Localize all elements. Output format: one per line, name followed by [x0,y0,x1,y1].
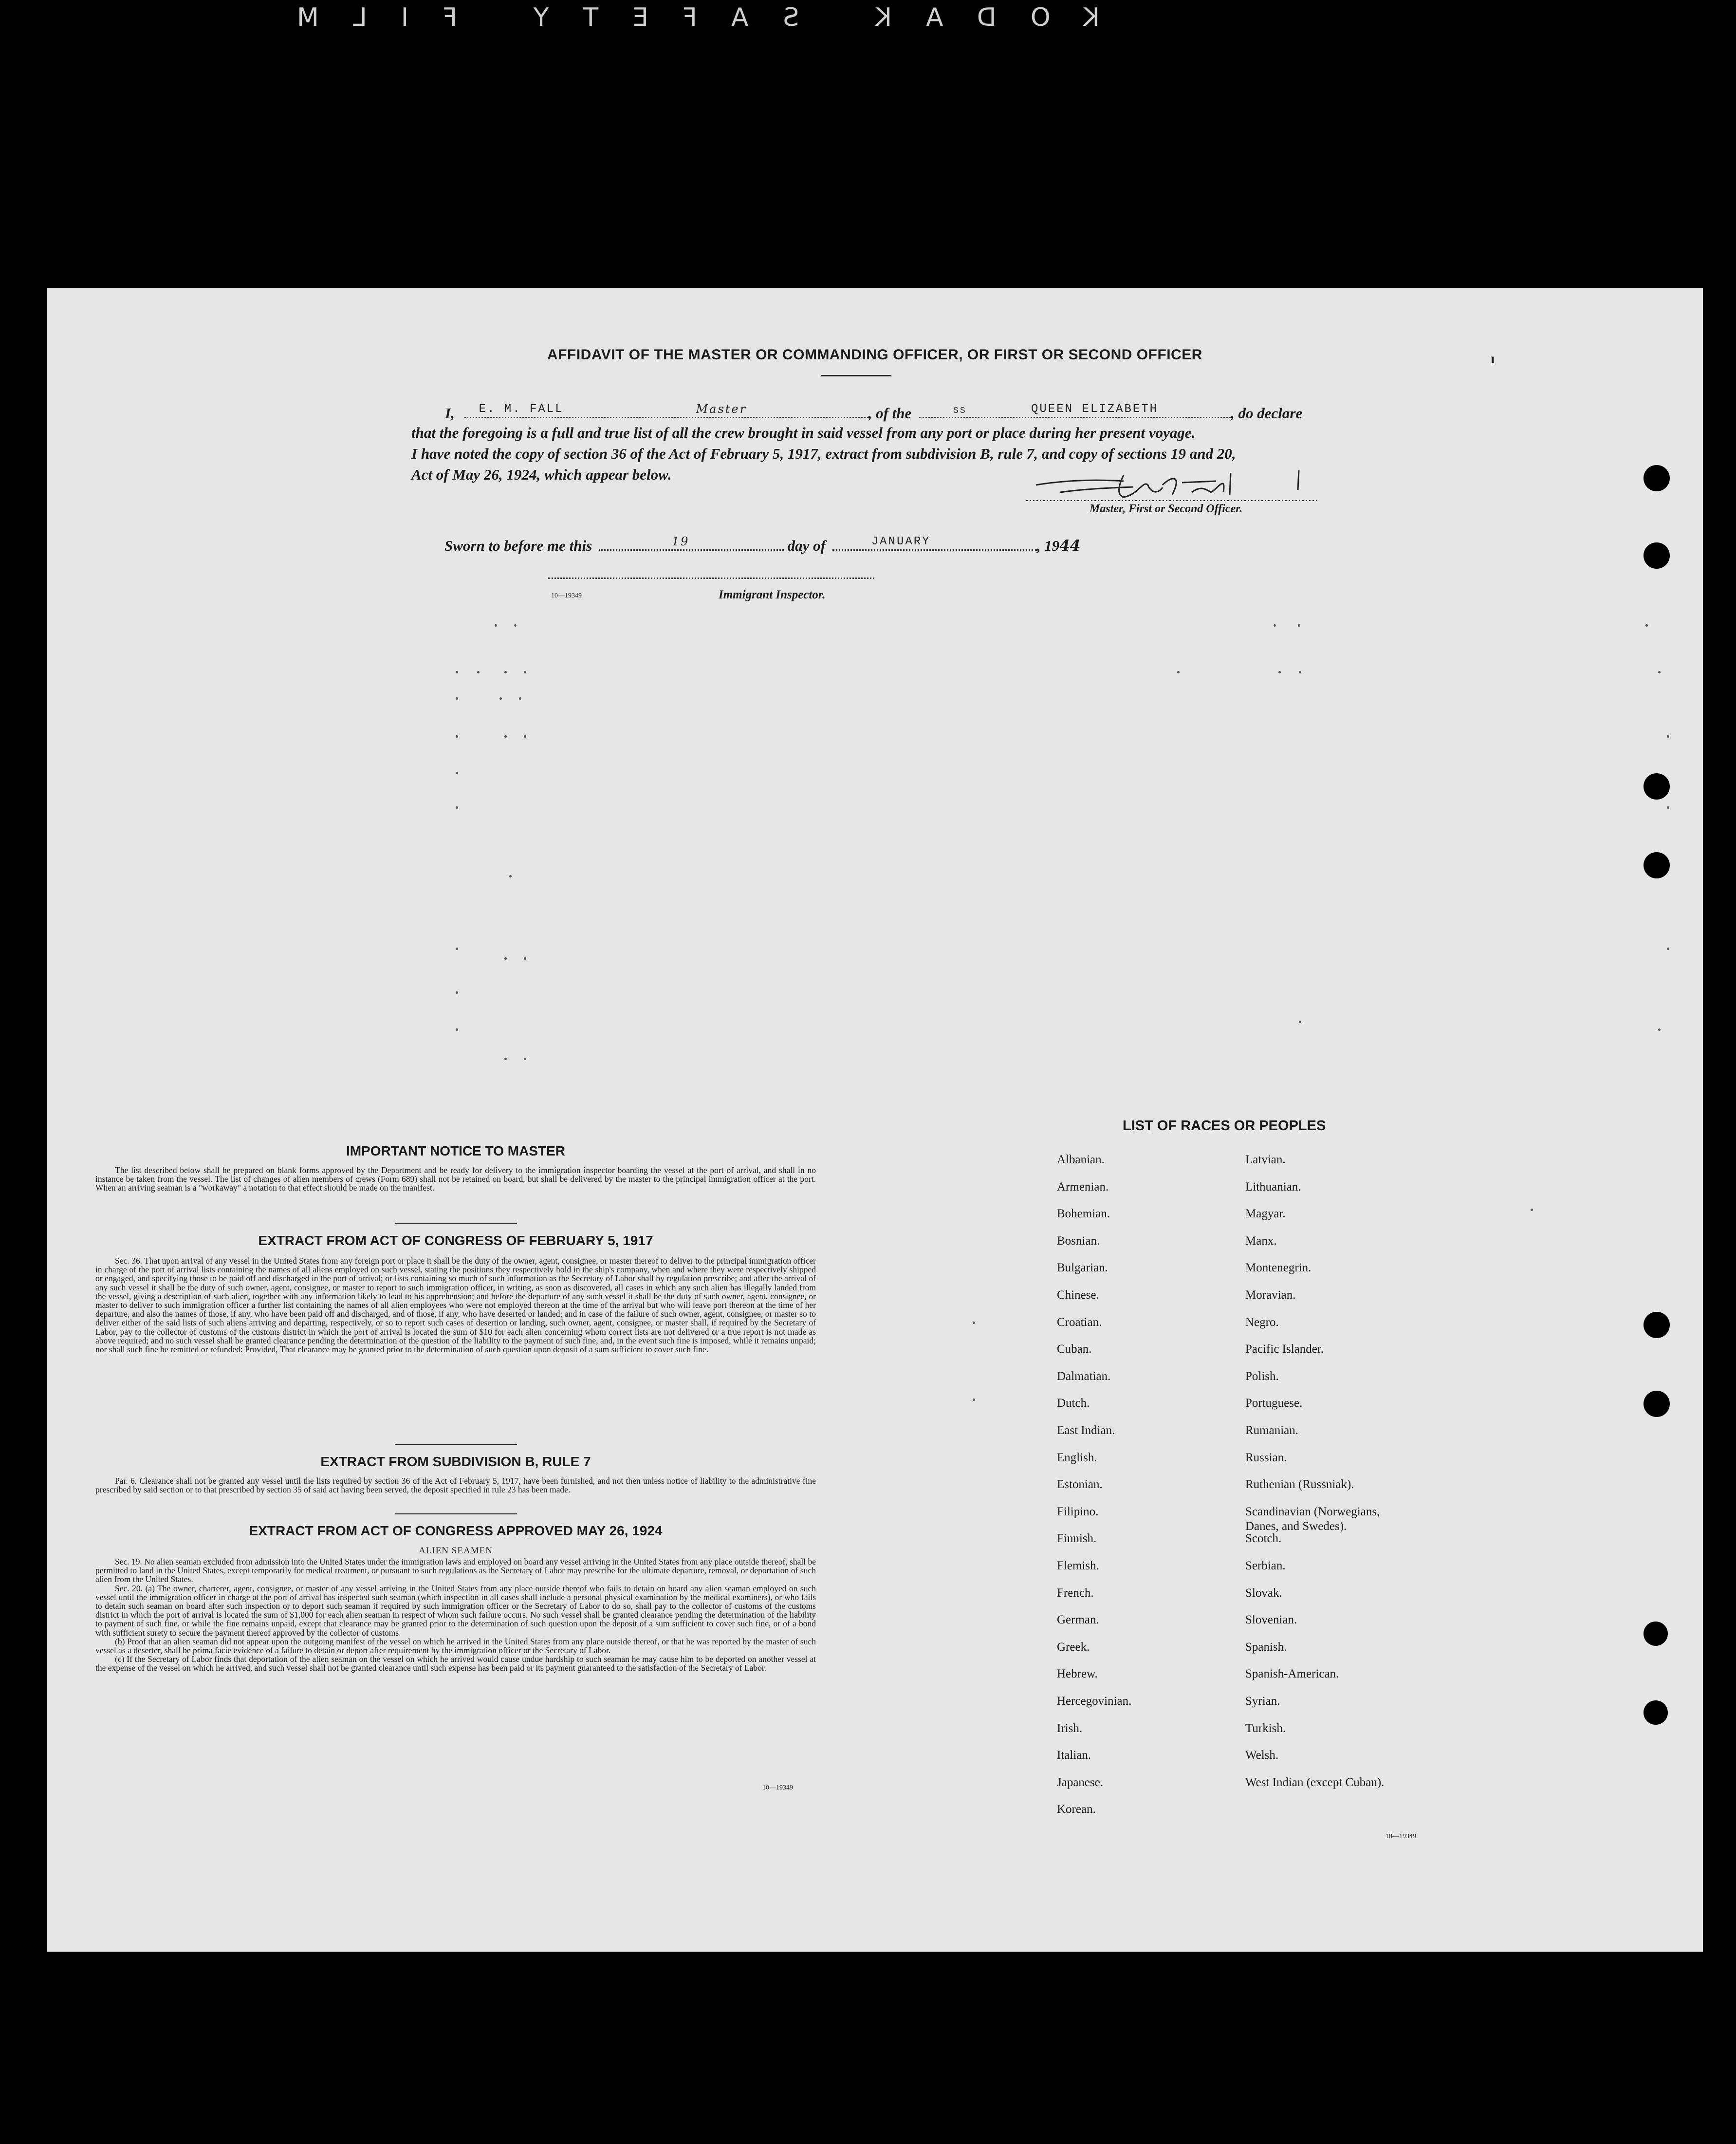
divider-2 [395,1444,517,1445]
race-item: Russian. [1245,1451,1287,1464]
vessel-value: QUEEN ELIZABETH [1031,403,1159,416]
speck [1667,948,1669,950]
speck [456,806,458,809]
race-item: Chinese. [1057,1288,1099,1302]
race-item: Dalmatian. [1057,1369,1111,1383]
race-item: Japanese. [1057,1775,1104,1789]
race-item: Italian. [1057,1749,1091,1762]
speck [524,957,526,960]
speck [477,671,480,673]
day-value: 19 [671,535,690,548]
binder-hole [1644,1700,1668,1725]
races-title: LIST OF RACES OR PEOPLES [1123,1118,1326,1134]
race-item: Greek. [1057,1640,1090,1654]
divider-1 [395,1223,517,1224]
extract3-paragraph: Sec. 19. No alien seaman excluded from admission into the United States under the immigration laws and employed on board any vessel arriving in the United States from any place outside thereof, shall be permitted to land in the United States, except temporarily for medical treatment, or pursuant to such regulations as the Secretary of Labor may prescribe for the ultimate departure, removal, or deportation of such alien from the United States. [95,1557,816,1585]
race-item: East Indian. [1057,1424,1115,1437]
speck [495,624,497,627]
speck [1274,624,1276,627]
race-item: West Indian (except Cuban). [1245,1775,1385,1789]
speck [1278,671,1281,673]
line1-suffix: , do declare [1231,405,1303,422]
notice-title: IMPORTANT NOTICE TO MASTER [346,1143,566,1158]
line1-mid: , of the [868,405,912,422]
speck [456,735,458,738]
extract3-paragraph: (c) If the Secretary of Labor finds that deportation of the alien seaman on the vessel on which he arrived would cause undue hardship to such seaman he may cause him to be deported on another vessel at the expense of the vessel on which he arrived, and such vessel shall not be granted clearance until such expense has been paid or its payment guaranteed to the satisfaction of the Secretary of Labor. [95,1654,816,1673]
binder-hole [1644,542,1670,569]
race-item: Slovenian. [1245,1613,1297,1627]
speck [524,735,526,738]
year-value: 44 [1059,537,1081,555]
extract3-title: EXTRACT FROM ACT OF CONGRESS APPROVED MAY 26, 1924 [249,1523,663,1538]
vessel-prefix: SS [953,406,967,416]
race-item: Bosnian. [1057,1234,1100,1248]
race-item: Cuban. [1057,1342,1092,1356]
form-number-left: 10—19349 [762,1784,793,1791]
master-signature [1026,466,1317,504]
race-item: Polish. [1245,1369,1279,1383]
race-item: Korean. [1057,1803,1096,1816]
race-item: Finnish. [1057,1532,1097,1546]
race-item: Serbian. [1245,1559,1286,1572]
divider-3 [395,1513,517,1514]
race-item: Bulgarian. [1057,1261,1108,1275]
race-item: Montenegrin. [1245,1261,1311,1275]
race-item: German. [1057,1613,1099,1627]
speck [456,948,458,950]
speck [456,991,458,994]
speck [499,697,502,700]
speck [1531,1209,1533,1211]
speck [456,697,458,700]
race-item: Slovak. [1245,1586,1282,1600]
race-item: Hercegovinian. [1057,1695,1132,1708]
race-item: French. [1057,1586,1094,1600]
speck [1299,671,1301,673]
extract1-paragraph: Sec. 36. That upon arrival of any vessel in the United States from any foreign port or place it shall be the duty of the owner, agent, consignee, or master thereof to deliver to the principal immigration officer in charge of the port of arrival lists containing the names of all aliens employed on such vessel, stating the positions they respectively hold in the ship's company, when and where they were respectively shipped or engaged, and specifying those to be paid off and discharged in the port of arrival; or lists containing so much of such information as the Secretary of Labor shall by regulation prescribe; and after the arrival of any such vessel it shall be the duty of such owner, agent, consignee, or master to report to such immigration officer, in writing, as soon as discovered, all cases in which any such alien has illegally landed from the vessel, giving a description of such alien, together with any information likely to lead to his apprehension; and before the departure of any such vessel it shall be the duty of such owner, agent, consignee, or master to deliver to such immigration officer a further list containing the names of all alien employees who were not employed thereon at the time of the arrival but who will leave port thereon at the time of her departure, and also the names of those, if any, who have been paid off and discharged, and of those, if any, who have deserted or landed; and in case of the failure of such owner, agent, consignee, or master so to deliver either of the said lists of such aliens arriving and departing, respectively, or so to report such cases of desertion or landing, such owner, agent, consignee, or master shall, if required by the Secretary of Labor, pay to the collector of customs of the customs district in which the port of arrival is located the sum of $10 for each alien concerning whom correct lists are not delivered or a true report is not made as above required; and no such vessel shall be granted clearance pending the determination of the question of the liability to the payment of such fine, and, in the event such fine is imposed, while it remains unpaid; nor shall such fine be remitted or refunded: Provided, That clearance may be granted prior to the determination of such question upon deposit of a sum sufficient to cover such fine. [95,1256,816,1355]
speck [524,1058,526,1060]
speck [973,1322,975,1324]
speck [973,1398,975,1401]
speck [504,671,507,673]
binder-hole [1644,852,1670,878]
speck [519,697,521,700]
name-value: E. M. FALL [479,403,564,416]
affidavit-line-3: I have noted the copy of section 36 of the Act of February 5, 1917, extract from subdivision B, rule 7, and copy of sections 19 and 20, [411,445,1236,462]
race-item: Manx. [1245,1234,1277,1248]
affidavit-line-2: that the foregoing is a full and true list of all the crew brought in said vessel from any port or place during her present voyage. [411,424,1196,441]
affidavit-title: AFFIDAVIT OF THE MASTER OR COMMANDING OFFICER, OR FIRST OR SECOND OFFICER [547,347,1202,363]
speck [1658,1028,1661,1031]
race-item: Spanish-American. [1245,1667,1339,1681]
race-item: Welsh. [1245,1749,1279,1762]
affidavit-line-4: Act of May 26, 1924, which appear below. [411,466,672,483]
race-item: Estonian. [1057,1478,1103,1491]
race-item: Albanian. [1057,1153,1105,1166]
notice-text [95,1166,816,1193]
race-item: Moravian. [1245,1288,1296,1302]
race-item: Lithuanian. [1245,1180,1301,1193]
name-rank-field [464,403,868,418]
extract3-paragraph: Sec. 20. (a) The owner, charterer, agent, consignee, or master of any vessel arriving in the United States from any place outside thereof who fails to detain on board any alien seaman employed on such vessel until the immigration officer in charge at the port of arrival has inspected such seaman (which inspection in all cases shall include a personal physical examination by the medical examiners), or who fails to detain such seaman on board after such inspection or to deport such seaman if required by such immigration officer or the Secretary of Labor to do so, shall pay to the collector of customs of the customs district in which the port of arrival is located the sum of $1,000 for each alien seaman in respect of whom such failure occurs. No such vessel shall be granted clearance pending the determination of the liability to payment of such fine, or while the fine remains unpaid, except that clearance may be granted prior to the determination of such question upon the deposit of a sum sufficient to cover such fine, or of a bond with sufficient surety to secure the payment thereof approved by the collector of customs. [95,1583,816,1638]
speck [504,735,507,738]
binder-hole [1644,465,1670,491]
speck [1299,1021,1301,1023]
sworn-mid: day of [787,537,826,554]
race-item: Scotch. [1245,1532,1282,1546]
binder-hole [1644,1391,1670,1417]
race-item: Rumanian. [1245,1424,1299,1437]
race-item: English. [1057,1451,1097,1464]
speck [1658,671,1661,673]
film-edge-marking [0,0,1736,34]
speck [504,957,507,960]
extract2-paragraph: Par. 6. Clearance shall not be granted any vessel until the lists required by section 36 of the Act of February 5, 1917, have been furnished, and not then unless notice of liability to the administrative fine prescribed by said section or to that prescribed by section 35 of said act having been served, the deposit specified in rule 23 has been made. [95,1476,816,1495]
form-number-right: 10—19349 [1385,1833,1416,1840]
race-item: Negro. [1245,1315,1279,1329]
year-prefix: , 19 [1036,537,1060,554]
extract1-title: EXTRACT FROM ACT OF CONGRESS OF FEBRUARY 5, 1917 [258,1233,653,1248]
speck [1667,806,1669,809]
month-field [832,536,1037,551]
binder-hole [1644,1312,1670,1338]
inspector-signature-line [548,575,874,579]
speck [504,1058,507,1060]
race-item: Armenian. [1057,1180,1109,1193]
form-number-top: 10—19349 [551,592,582,599]
race-item: Portuguese. [1245,1397,1303,1410]
speck [509,875,512,877]
month-value: JANUARY [871,535,931,548]
binder-hole [1644,1622,1668,1646]
document-page [47,288,1703,1952]
speck [456,671,458,673]
signature-label: Master, First or Second Officer. [1090,503,1243,515]
vessel-field [919,403,1231,418]
sworn-line [444,536,1080,555]
notice-paragraph: The list described below shall be prepared on blank forms approved by the Department and be ready for delivery to the immigration inspector boarding the vessel at the port of arrival, and shall in no instance be taken from the vessel. The list of changes of alien members of crews (Form 689) shall not be retained on board, but shall be delivered by the master to the principal immigration officer at the port. When an arriving seaman is a "workaway" a notation to that effect should be made on the manifest. [95,1165,816,1193]
race-item: Magyar. [1245,1207,1286,1221]
margin-mark: ı [1491,351,1495,367]
race-item: Irish. [1057,1721,1083,1735]
speck [514,624,517,627]
extract2-title: EXTRACT FROM SUBDIVISION B, RULE 7 [320,1454,591,1469]
speck [1667,735,1669,738]
race-item: Hebrew. [1057,1667,1098,1681]
race-item: Spanish. [1245,1640,1287,1654]
race-item: Latvian. [1245,1153,1286,1166]
race-item: Turkish. [1245,1721,1286,1735]
rank-value: Master [696,402,747,416]
day-field [599,536,784,551]
extract3-text [95,1557,816,1673]
affidavit-line-1 [445,403,1302,422]
speck [524,671,526,673]
race-item: Bohemian. [1057,1207,1110,1221]
race-item: Ruthenian (Russniak). [1245,1478,1354,1491]
speck [1645,624,1648,627]
speck [1298,624,1300,627]
speck [456,772,458,774]
race-item: Filipino. [1057,1505,1099,1518]
race-item: Dutch. [1057,1397,1090,1410]
race-item: Croatian. [1057,1315,1102,1329]
extract1-text [95,1256,816,1354]
sworn-prefix: Sworn to before me this [444,537,592,554]
race-item: Danes, and Swedes). [1245,1519,1347,1533]
race-item: Pacific Islander. [1245,1342,1324,1356]
line1-prefix: I, [445,405,455,422]
speck [1177,671,1180,673]
extract2-text [95,1476,816,1494]
extract3-paragraph: (b) Proof that an alien seaman did not appear upon the outgoing manifest of the vessel on which he arrived in the United States from any place outside thereof, or that he was reported by the master of such vessel as a deserter, shall be prima facie evidence of a failure to detain or deport after requirement by the immigration officer or the Secretary of Labor. [95,1636,816,1656]
inspector-label: Immigrant Inspector. [719,588,826,601]
title-divider [821,375,891,376]
binder-hole [1644,773,1670,800]
race-item: Flemish. [1057,1559,1099,1572]
film-edge-text: KODAK SAFETY FILM [263,3,1100,32]
extract3-subtitle: ALIEN SEAMEN [419,1546,493,1556]
speck [456,1028,458,1031]
race-item: Syrian. [1245,1695,1280,1708]
race-item: Scandinavian (Norwegians, [1245,1505,1380,1518]
